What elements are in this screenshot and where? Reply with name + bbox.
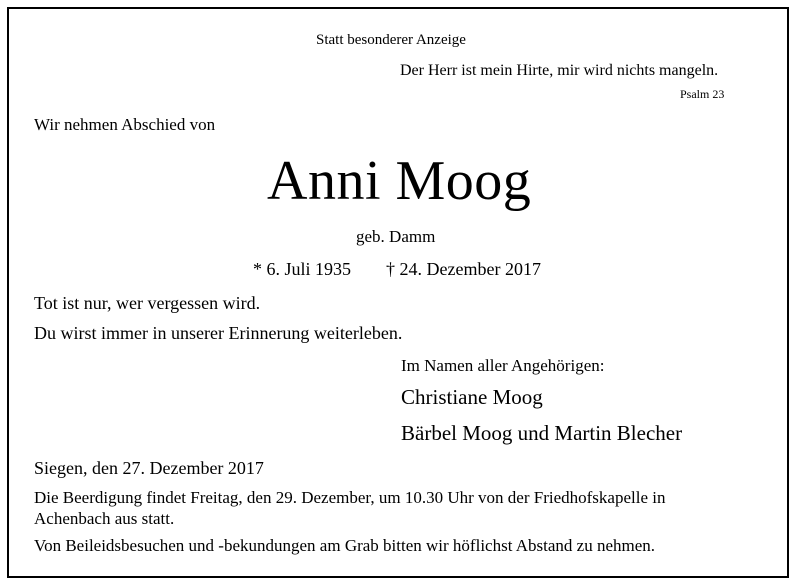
deceased-name: Anni Moog xyxy=(267,150,532,212)
psalm-reference: Psalm 23 xyxy=(680,87,725,101)
death-date: † 24. Dezember 2017 xyxy=(386,259,541,279)
family-signoff: Im Namen aller Angehörigen: xyxy=(401,356,605,375)
memorial-quote-line-2: Du wirst immer in unserer Erinnerung weiterleben. xyxy=(34,323,403,343)
birth-date: * 6. Juli 1935 xyxy=(253,259,352,279)
place-and-date: Siegen, den 27. Dezember 2017 xyxy=(34,458,264,478)
memorial-quote-line-1: Tot ist nur, wer vergessen wird. xyxy=(34,293,261,313)
funeral-details: Die Beerdigung findet Freitag, den 29. Dezember, um 10.30 Uhr von der Friedhofskapelle in Achenbach aus statt. xyxy=(34,488,666,528)
condolence-note: Von Beileidsbesuchen und -bekundungen am Grab bitten wir höflichst Abstand zu nehmen. xyxy=(34,536,656,555)
maiden-name: geb. Damm xyxy=(356,227,436,246)
psalm-quote: Der Herr ist mein Hirte, mir wird nichts mangeln. xyxy=(400,62,719,79)
mourner-name: Bärbel Moog und Martin Blecher xyxy=(401,421,683,445)
mourner-name: Christiane Moog xyxy=(401,385,543,409)
header-note: Statt besonderer Anzeige xyxy=(316,32,466,48)
farewell-line: Wir nehmen Abschied von xyxy=(34,115,216,134)
